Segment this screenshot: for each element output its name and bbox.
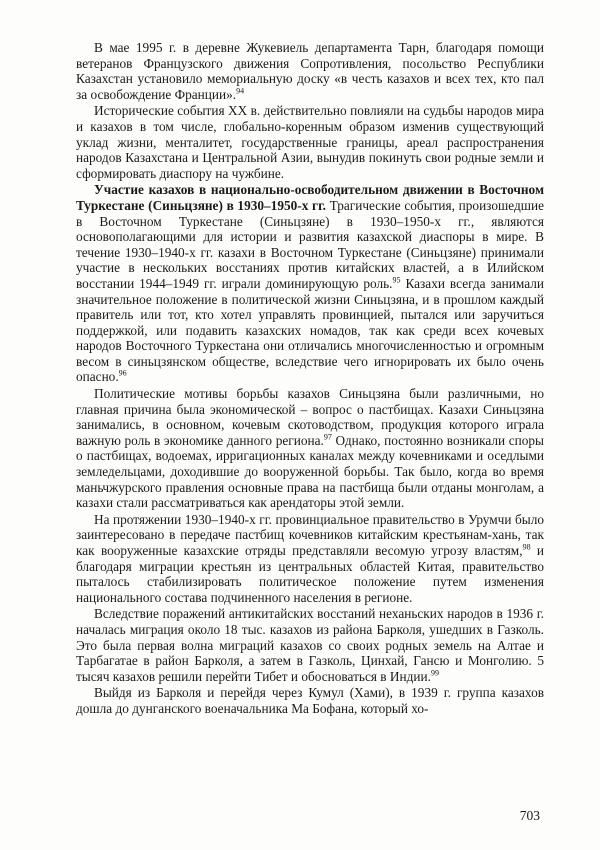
paragraph-historical-events: Исторические события XX в. действительно повлияли на судьбы народов мира и казахов в том числе, глобально-коренным образом изменив существующий уклад жизни, менталитет, государственные границы, ареал распространения народов Казахстана и Центральной Азии, вынудив покинуть свои родные земли и сформировать диаспору на чужбине. <box>76 103 544 181</box>
footnote-ref: 99 <box>430 668 439 678</box>
paragraph-political-motives: Политические мотивы борьбы казахов Синьцзяна были различными, но главная причина была экономической – вопрос о пастбищах. Казахи Синьцзяна занимались, в основном, кочевым скотоводством, продукция которого играла важную роль в экономике данного региона.$^{97}$ Однако, постоянно возникали споры о пастбищах, водоемах, ирригационных каналах между кочевниками и оседлыми земледельцами, доходившие до вооруженной борьбы. Так было, когда во время маньчжурского правления основные права на пастбища были отданы монголам, а казахи стали рассматриваться как арендаторы этой земли. <box>76 386 544 511</box>
footnote-ref: 96 <box>118 369 127 379</box>
paragraph-east-turkestan: Участие казахов в национально-освободительном движении в Восточном Туркестане (Синьцзяне) в 1930–1950-х гг. Трагические события, произошедшие в Восточном Туркестане (Синьцзяне) в 1930–1950-х гг., являются основополагающими для истории и развития казахской диаспоры в мире. В течение 1930–1940-х гг. казахи в Восточном Туркестане (Синьцзяне) принимали участие в нескольких восстаниях против китайских властей, а в Илийском восстании 1944–1949 гг. играли доминирующую роль.$^{95}$ Казахи всегда занимали значительное положение в политической жизни Синьцзяна, и в прошлом каждый правитель или тот, кто хотел управлять провинцией, пытался или заручиться поддержкой, или подавить казахских номадов, так как среди всех кочевых народов Восточного Туркестана они отличались многочисленностью и огромным весом в синьцзянском обществе, вследствие чего игнорировать их было очень опасно.$^{96}$ <box>76 182 544 385</box>
footnote-ref: 95 <box>392 275 401 285</box>
paragraph-migration: Вследствие поражений антикитайских восстаний неханьских народов в 1936 г. началась миграция около 18 тыс. казахов из района Барколя, ушедших в Газколь. Это была первая волна миграций казахов со своих родных земель на Алтае и Тарбагатае в район Барколя, а затем в Газколь, Цинхай, Гансю и Монголию. 5 тысяч казахов решили перейти Тибет и обосноваться в Индии.$^{99}$ <box>76 606 544 684</box>
footnote-ref: 94 <box>236 86 245 96</box>
paragraph-barkol: Выйдя из Барколя и перейдя через Кумул (Хами), в 1939 г. группа казахов дошла до дунганского военачальника Ма Бофана, который хо- <box>76 685 544 716</box>
footnote-ref: 98 <box>522 542 531 552</box>
page-number: 703 <box>519 808 540 823</box>
footnote-ref: 97 <box>323 432 332 442</box>
section-heading: Участие казахов в национально-освободительном движении в Восточном Туркестане (Синьцзяне) в 1930–1950-х гг. <box>76 182 544 213</box>
paragraph-memorial-plaque: В мае 1995 г. в деревне Жукевиель департамента Тарн, благодаря помощи ветеранов Французского движения Сопротивления, посольство Республики Казахстан установило мемориальную доску «в честь казахов и всех тех, кто пал за освобождение Франции».$^{94}$ <box>76 40 544 102</box>
paragraph-urumqi-government: На протяжении 1930–1940-х гг. провинциальное правительство в Урумчи было заинтересовано в передаче пастбищ кочевников китайским крестьянам-хань, так как вооруженные казахские отряды представляли весомую угрозу властям,$^{98}$ и благодаря миграции крестьян из центральных областей Китая, правительство пыталось стабилизировать политическое положение путем изменения национального состава подчиненного населения в регионе. <box>76 511 544 605</box>
